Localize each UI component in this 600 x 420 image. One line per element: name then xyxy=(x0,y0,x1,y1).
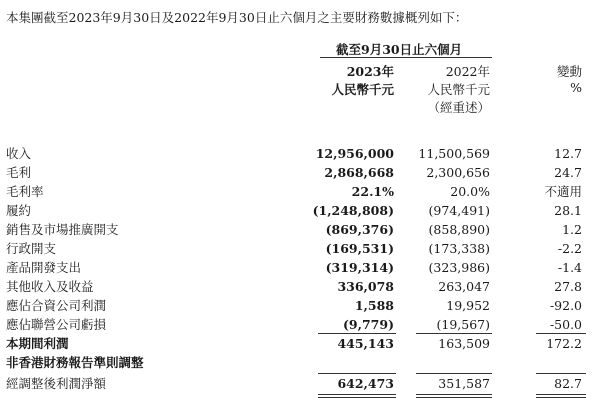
value-2022: 351,587 xyxy=(438,376,490,391)
subtotal-rule-2022 xyxy=(416,333,492,334)
value-2023: (169,531) xyxy=(325,241,394,256)
total-top-rule-change xyxy=(536,373,586,374)
col-2022-note: （經重述） xyxy=(427,100,490,115)
value-2023: 2,868,668 xyxy=(324,165,394,180)
value-change: -50.0 xyxy=(549,317,582,332)
value-2023: (869,376) xyxy=(325,222,394,237)
intro-text: 本集團截至2023年9月30日及2022年9月30日止六個月之主要財務數據概列如下： xyxy=(6,10,468,25)
value-change: 28.1 xyxy=(554,203,582,218)
row-label: 經調整後利潤淨額 xyxy=(6,376,107,391)
value-2023: 642,473 xyxy=(337,376,394,391)
row-label: 行政開支 xyxy=(6,241,57,256)
row-label: 應佔聯營公司虧損 xyxy=(6,317,107,332)
row-label: 履約 xyxy=(6,203,32,218)
subtotal-rule-change xyxy=(536,333,586,334)
total-double-rule-2022 xyxy=(416,394,492,398)
col-2022-unit: 人民幣千元 xyxy=(427,82,490,97)
value-change: 12.7 xyxy=(554,146,582,161)
value-2022: (323,986) xyxy=(428,260,490,275)
value-2023: (319,314) xyxy=(325,260,394,275)
value-2022: 263,047 xyxy=(438,279,490,294)
value-change: -92.0 xyxy=(549,298,582,313)
value-2022: 19,952 xyxy=(446,298,490,313)
value-2022: 11,500,569 xyxy=(418,146,490,161)
value-change: -1.4 xyxy=(557,260,582,275)
value-2022: (19,567) xyxy=(436,317,490,332)
value-2023: 1,588 xyxy=(354,298,394,313)
row-label: 銷售及市場推廣開支 xyxy=(6,222,119,237)
value-2023: (1,248,808) xyxy=(312,203,394,218)
value-2023: 22.1% xyxy=(351,184,394,199)
value-2023: 12,956,000 xyxy=(315,146,394,161)
total-top-rule-2023 xyxy=(318,373,396,374)
value-2022: 2,300,656 xyxy=(426,165,490,180)
value-2022: 20.0% xyxy=(450,184,490,199)
value-2022: 163,509 xyxy=(438,336,490,351)
table-row-non-hkfrs-heading xyxy=(0,355,600,377)
col-2023-year: 2023年 xyxy=(346,64,394,79)
col-2022-year: 2022年 xyxy=(445,64,490,79)
row-label: 應佔合資公司利潤 xyxy=(6,298,107,313)
value-2022: (974,491) xyxy=(428,203,490,218)
table-row-adjusted-net-profit xyxy=(0,376,600,398)
row-label: 本期間利潤 xyxy=(6,336,69,351)
value-change: 82.7 xyxy=(554,376,582,391)
value-2022: (173,338) xyxy=(428,241,490,256)
value-2023: 445,143 xyxy=(337,336,394,351)
subtotal-rule-2023 xyxy=(318,333,396,334)
value-2022: (858,890) xyxy=(428,222,490,237)
value-change: 24.7 xyxy=(554,165,582,180)
col-change-header: 變動 xyxy=(556,64,582,79)
value-2023: 336,078 xyxy=(337,279,394,294)
total-double-rule-2023 xyxy=(318,394,396,398)
row-label: 產品開發支出 xyxy=(6,260,82,275)
col-2023-unit: 人民幣千元 xyxy=(331,82,394,97)
row-label: 毛利率 xyxy=(6,184,44,199)
total-top-rule-2022 xyxy=(416,373,492,374)
row-label: 其他收入及收益 xyxy=(6,279,94,294)
value-change: 172.2 xyxy=(546,336,582,351)
row-label: 收入 xyxy=(6,146,32,161)
period-header: 截至9月30日止六個月 xyxy=(336,42,463,57)
row-label: 非香港財務報告準則調整 xyxy=(6,355,144,370)
col-change-unit: % xyxy=(570,80,582,95)
value-change: 27.8 xyxy=(554,279,582,294)
total-double-rule-change xyxy=(536,394,586,398)
value-change: 不適用 xyxy=(544,184,582,199)
value-2023: (9,779) xyxy=(343,317,394,332)
value-change: -2.2 xyxy=(557,241,582,256)
value-change: 1.2 xyxy=(562,222,582,237)
row-label: 毛利 xyxy=(6,165,32,180)
period-underline xyxy=(320,57,492,58)
